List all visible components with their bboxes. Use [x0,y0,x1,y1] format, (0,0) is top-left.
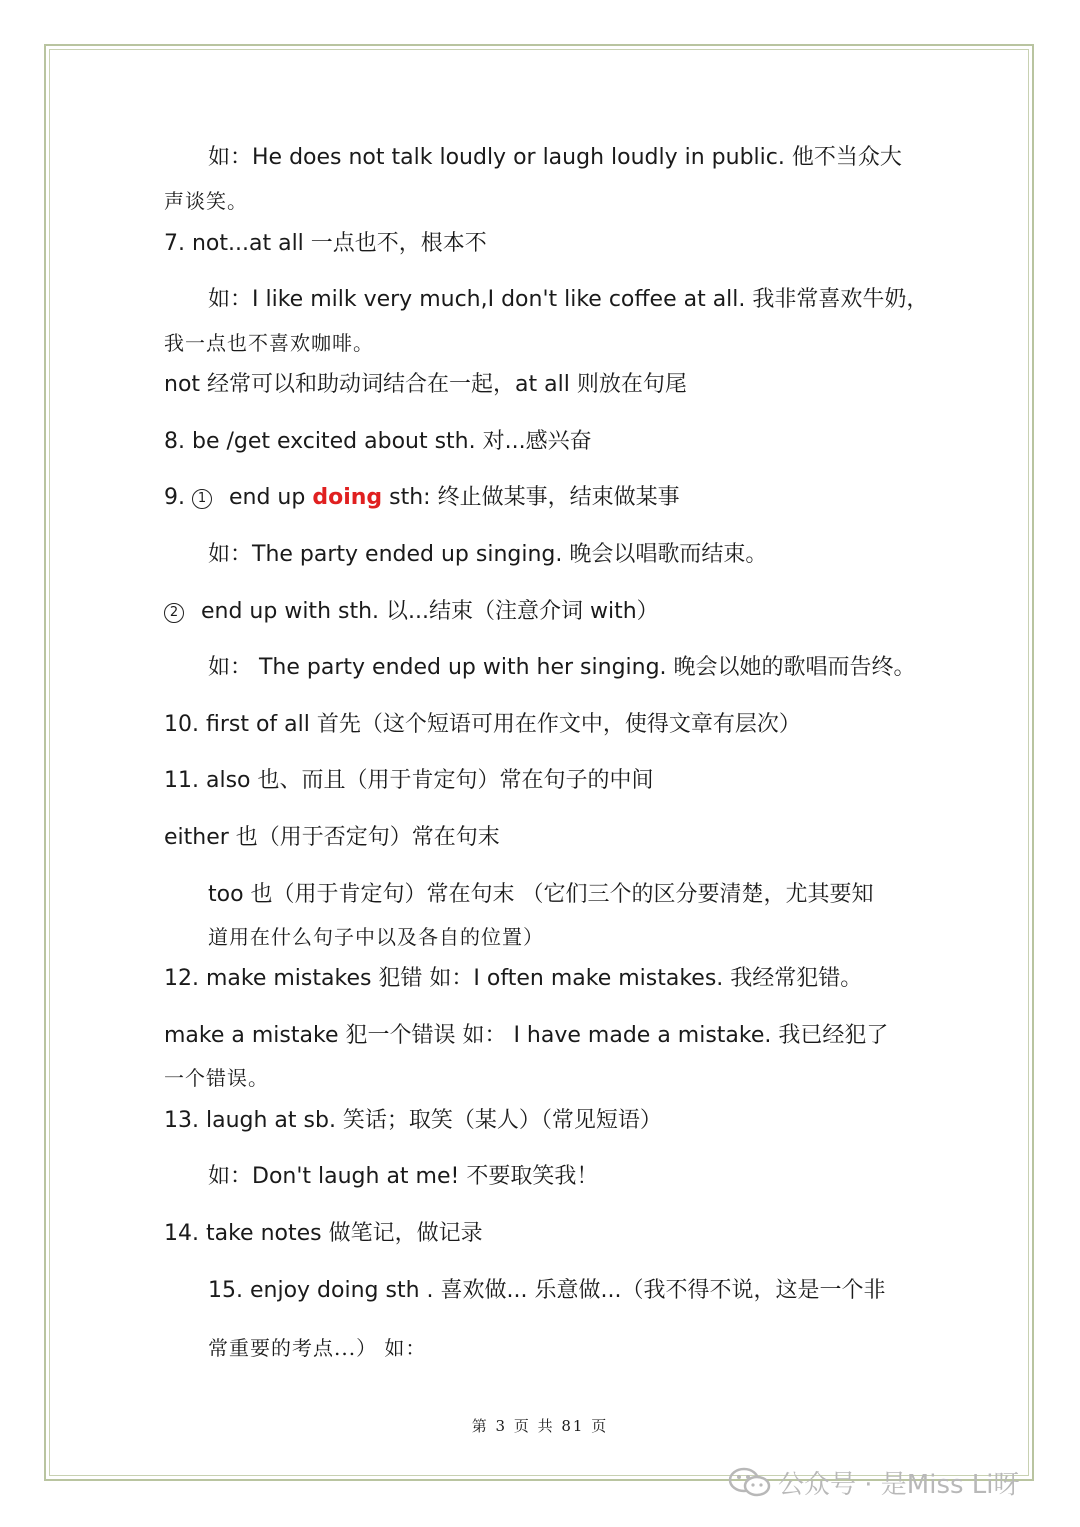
text-line: not 经常可以和助动词结合在一起，at all 则放在句尾 [164,372,687,397]
watermark [728,1462,1020,1502]
page-footer: 第 3 页 共 81 页 [471,1417,609,1435]
text-line: 如：I like milk very much,I don't like coffee at all. 我非常喜欢牛奶， [208,287,929,312]
text-line: make a mistake 犯一个错误 如： I have made a mistake. 我已经犯了 [164,1023,889,1048]
highlight-text: doing [312,485,383,510]
phrase-text: end up [221,485,313,510]
phrase-text: sth: 终止做某事，结束做某事 [382,485,680,510]
text-line: 如： The party ended up with her singing. 晚会以她的歌唱而告终。 [208,655,916,680]
text-line: 我一点也不喜欢咖啡。 [164,331,374,355]
text-line: 14. take notes 做笔记，做记录 [164,1221,483,1246]
text-line: either 也（用于否定句）常在句末 [164,825,500,850]
circled-number: 1 [192,489,212,509]
page-frame-inner [49,49,1029,1476]
circled-number: 2 [164,603,184,623]
text-line: 15. enjoy doing sth . 喜欢做... 乐意做...（我不得不说，这是一个非 [208,1278,886,1303]
text-line: 如：He does not talk loudly or laugh loudly in public. 他不当众大 [208,145,902,170]
text-line: 8. be /get excited about sth. 对...感兴奋 [164,429,592,454]
text-line-9 [164,483,680,513]
text-line: 12. make mistakes 犯错 如：I often make mistakes. 我经常犯错。 [164,966,863,991]
phrase-text: end up with sth. 以...结束（注意介词 with） [194,599,659,624]
text-line-9b [164,597,659,627]
text-line: 如：Don't laugh at me! 不要取笑我！ [208,1164,599,1189]
text-line: 7. not...at all 一点也不，根本不 [164,231,487,256]
wechat-icon [728,1466,772,1498]
text-line: 声谈笑。 [164,189,248,213]
text-line: too 也（用于肯定句）常在句末 （它们三个的区分要清楚，尤其要知 [208,882,874,907]
watermark-text: 公众号 · 是Miss Li呀 [778,1469,1020,1500]
item-number: 9. [164,485,192,510]
text-line: 道用在什么句子中以及各自的位置） [208,925,544,949]
text-line: 13. laugh at sb. 笑话；取笑（某人）（常见短语） [164,1108,662,1133]
text-line: 一个错误。 [164,1066,269,1090]
text-line: 如：The party ended up singing. 晚会以唱歌而结束。 [208,542,768,567]
text-line: 10. first of all 首先（这个短语可用在作文中，使得文章有层次） [164,712,801,737]
text-line: 11. also 也、而且（用于肯定句）常在句子的中间 [164,768,654,793]
text-line: 常重要的考点...） 如： [208,1336,427,1360]
